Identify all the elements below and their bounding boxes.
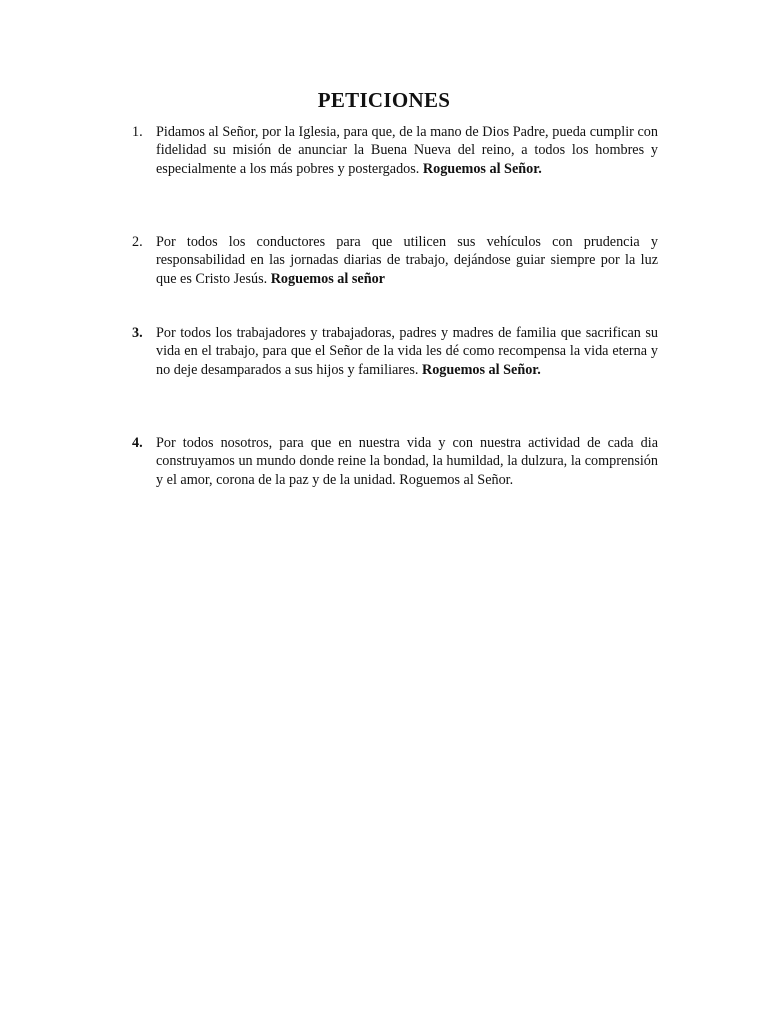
petition-number: 4.: [132, 435, 143, 451]
petition-number: 2.: [132, 234, 143, 250]
petition-item-1: [132, 123, 658, 178]
petition-item-3: [132, 324, 658, 379]
page-title: PETICIONES: [317, 88, 451, 112]
petition-item-4: [132, 434, 658, 489]
petition-response: Roguemos al señor: [270, 270, 385, 287]
petition-text: Pidamos al Señor, por la Iglesia, para que, de la mano de Dios Padre, pueda cumplir con fidelidad su misión de anunciar la Buena Nueva del reino, a todos los hombres y especialmente a los más pobres y postergados.: [156, 124, 658, 177]
petition-number: 1.: [132, 124, 143, 140]
petition-response: Roguemos al Señor.: [421, 361, 541, 378]
petition-text-block: [156, 434, 658, 489]
petition-text: Por todos nosotros, para que en nuestra vida y con nuestra actividad de cada dia construyamos un mundo donde reine la bondad, la humildad, la dulzura, la comprensión y el amor, corona de la paz y de la unidad. Roguemos al Señor.: [156, 435, 658, 488]
petition-text-block: [156, 123, 658, 178]
petition-text-block: [156, 324, 658, 379]
petition-text-block: [156, 233, 658, 288]
petition-item-2: [132, 233, 658, 288]
petition-text: Por todos los trabajadores y trabajadoras, padres y madres de familia que sacrifican su vida en el trabajo, para que el Señor de la vida les dé como recompensa la vida eterna y no deje desamparados a sus hijos y familiares.: [156, 325, 658, 378]
petition-response: Roguemos al Señor.: [422, 160, 542, 177]
petition-number: 3.: [132, 325, 143, 341]
petition-text: Por todos los conductores para que utilicen sus vehículos con prudencia y responsabilidad en las jornadas diarias de trabajo, dejándose guiar siempre por la luz que es Cristo Jesús.: [156, 234, 658, 287]
